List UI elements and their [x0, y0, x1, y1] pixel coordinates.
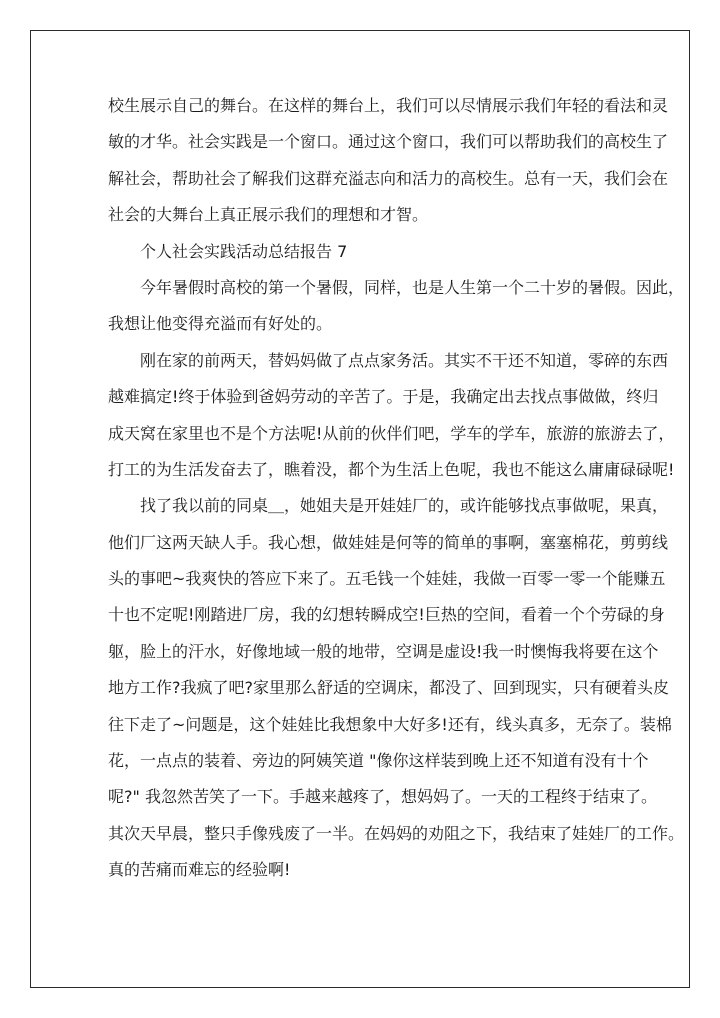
text-line: 他们厂这两天缺人手。我心想，做娃娃是何等的简单的事啊，塞塞棉花，剪剪线 [108, 532, 669, 552]
text-line: 解社会，帮助社会了解我们这群充溢志向和活力的高校生。总有一天，我们会在 [108, 168, 669, 188]
section-heading: 个人社会实践活动总结报告 7 [140, 241, 348, 261]
text-line: 今年暑假时高校的第一个暑假，同样，也是人生第一个二十岁的暑假。因此， [140, 277, 685, 297]
text-line: 躯，脸上的汗水，好像地域一般的地带，空调是虚设!我一时懊悔我将要在这个 [108, 641, 659, 661]
text-line: 越难搞定!终于体验到爸妈劳动的辛苦了。于是，我确定出去找点事做做，终归 [108, 387, 659, 407]
text-line: 成天窝在家里也不是个方法呢!从前的伙伴们吧，学车的学车，旅游的旅游去了， [108, 423, 675, 443]
text-line: 找了我以前的同桌＿，她姐夫是开娃娃厂的，或许能够找点事做呢，果真， [140, 496, 669, 516]
text-line: 社会的大舞台上真正展示我们的理想和才智。 [108, 205, 429, 225]
text-line: 校生展示自己的舞台。在这样的舞台上，我们可以尽情展示我们年轻的看法和灵 [108, 96, 669, 115]
text-line: 我想让他变得充溢而有好处的。 [108, 314, 333, 334]
document-body [108, 88, 685, 889]
text-line: 敏的才华。社会实践是一个窗口。通过这个窗口，我们可以帮助我们的高校生了 [108, 132, 669, 152]
text-line: 地方工作?我疯了吧?家里那么舒适的空调床，都没了、回到现实，只有硬着头皮 [108, 678, 669, 698]
text-line: 真的苦痛而难忘的经验啊! [108, 860, 291, 880]
text-line: 打工的为生活发奋去了，瞧着没，都个为生活上色呢，我也不能这么庸庸碌碌呢! [108, 459, 675, 479]
text-line: 刚在家的前两天，替妈妈做了点点家务活。其实不干还不知道，零碎的东西 [140, 350, 669, 370]
text-line: 十也不定呢!刚踏进厂房，我的幻想转瞬成空!巨热的空间，看着一个个劳碌的身 [108, 605, 665, 625]
text-line: 花，一点点的装着、旁边的阿姨笑道 "像你这样装到晚上还不知道有没有十个 [108, 751, 649, 771]
text-line: 其次天早晨，整只手像残废了一半。在妈妈的劝阻之下，我结束了娃娃厂的工作。 [108, 823, 685, 843]
text-line: 往下走了~问题是，这个娃娃比我想象中大好多!还有，线头真多，无奈了。装棉 [108, 714, 672, 734]
text-line: 呢?" 我忽然苦笑了一下。手越来越疼了，想妈妈了。一天的工程终于结束了。 [108, 787, 657, 807]
text-line: 头的事吧~我爽快的答应下来了。五毛钱一个娃娃，我做一百零一零一个能赚五 [108, 569, 666, 589]
